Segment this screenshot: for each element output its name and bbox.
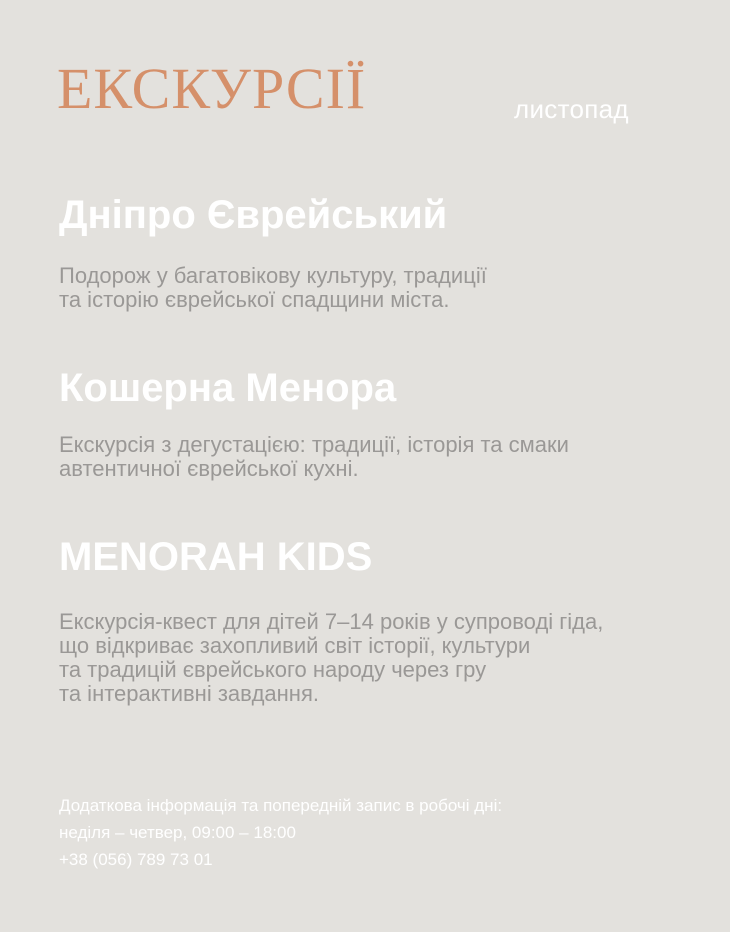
phone-number: +38 (056) 789 73 01 [59,850,213,869]
tour-title-menorah-kids: MENORAH KIDS [59,535,373,579]
tour-title-kosher-menora: Кошерна Менора [59,366,397,410]
tour-description-dnipro: Подорож у багатовікову культуру, традиції та історію єврейської спадщини міста. [59,263,487,312]
month-label: листопад [514,94,629,124]
contact-info [59,792,502,873]
contact-info-note: Додаткова інформація та попередній запис в робочі дні: [59,796,503,815]
tour-title-dnipro: Дніпро Єврейський [59,193,448,237]
working-hours: неділя – четвер, 09:00 – 18:00 [59,823,296,842]
tour-description-menorah-kids: Екскурсія-квест для дітей 7–14 років у супроводі гіда, що відкриває захопливий світ історії, культури та традицій єврейського народу через гру та інтерактивні завдання. [59,609,604,706]
page-title: ЕКСКУРСІЇ [57,56,367,121]
tour-description-kosher-menora: Екскурсія з дегустацією: традиції, історія та смаки автентичної єврейської кухні. [59,432,569,481]
